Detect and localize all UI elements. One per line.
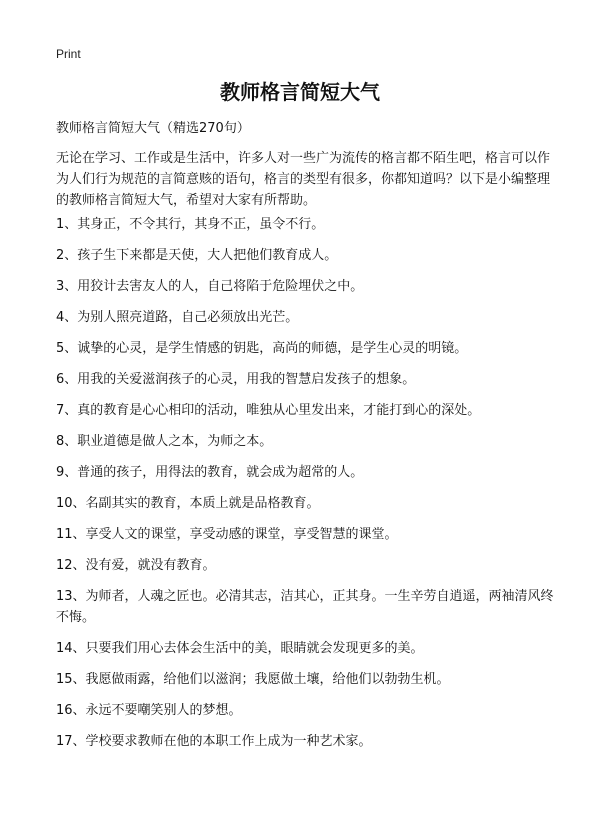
quote-item: 11、享受人文的课堂，享受动感的课堂，享受智慧的课堂。 <box>56 527 398 542</box>
quote-item: 12、没有爱，就没有教育。 <box>56 558 216 573</box>
quote-item: 15、我愿做雨露，给他们以滋润；我愿做土壤，给他们以勃勃生机。 <box>56 672 450 687</box>
quote-item: 6、用我的关爱滋润孩子的心灵，用我的智慧启发孩子的想象。 <box>56 372 416 387</box>
quote-item: 9、普通的孩子，用得法的教育，就会成为超常的人。 <box>56 465 364 480</box>
page-title: 教师格言简短大气 <box>220 80 380 104</box>
quote-item: 14、只要我们用心去体会生活中的美，眼睛就会发现更多的美。 <box>56 641 424 656</box>
intro-paragraph: 无论在学习、工作或是生活中，许多人对一些广为流传的格言都不陌生吧，格言可以作为人们行为规范的言简意赅的语句，格言的类型有很多，你都知道吗？以下是小编整理的教师格言简短大气，希望对大家有所帮助。 <box>56 151 551 208</box>
quote-item: 4、为别人照亮道路，自己必须放出光芒。 <box>56 310 299 325</box>
quote-item: 16、永远不要嘲笑别人的梦想。 <box>56 703 242 718</box>
quote-item: 10、名副其实的教育，本质上就是品格教育。 <box>56 496 320 511</box>
quote-item: 5、诚挚的心灵，是学生情感的钥匙，高尚的师德，是学生心灵的明镜。 <box>56 341 468 356</box>
print-link[interactable]: Print <box>56 47 81 61</box>
quote-item: 13、为师者，人魂之匠也。必清其志，洁其心，正其身。一生辛劳自逍遥，两袖清风终不悔。 <box>56 589 554 625</box>
quote-item: 8、职业道德是做人之本，为师之本。 <box>56 434 273 449</box>
quote-item: 1、其身正，不令其行，其身不正，虽令不行。 <box>56 217 325 232</box>
article-subtitle: 教师格言简短大气（精选270句） <box>56 121 250 136</box>
quote-item: 2、孩子生下来都是天使，大人把他们教育成人。 <box>56 248 338 263</box>
quote-item: 7、真的教育是心心相印的活动，唯独从心里发出来，才能打到心的深处。 <box>56 403 481 418</box>
quote-item: 3、用狡计去害友人的人，自己将陷于危险埋伏之中。 <box>56 279 364 294</box>
quote-item: 17、学校要求教师在他的本职工作上成为一种艺术家。 <box>56 734 372 749</box>
quote-list <box>56 214 556 752</box>
